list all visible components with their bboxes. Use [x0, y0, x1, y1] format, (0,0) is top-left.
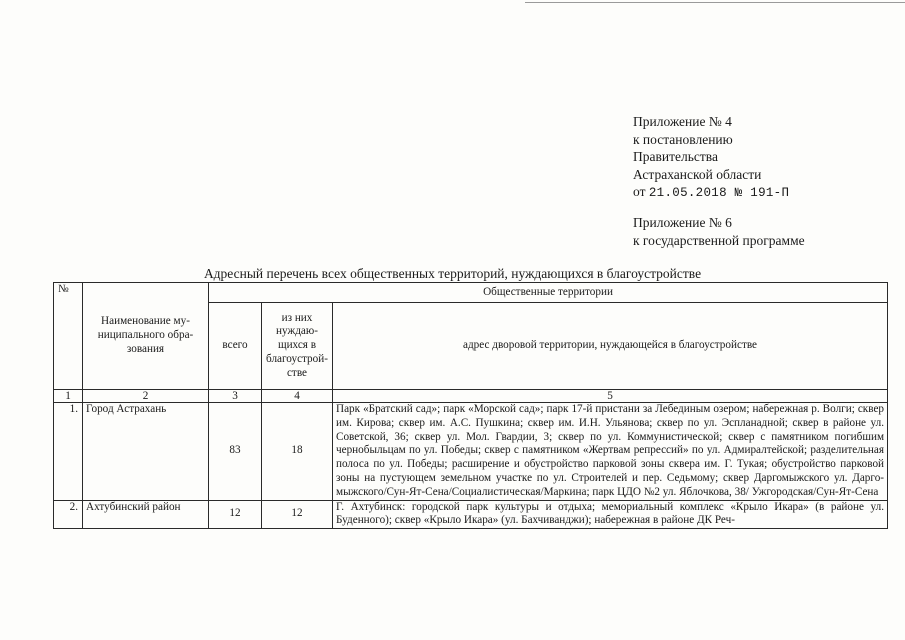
- row-municipality: Город Астрахань: [83, 403, 209, 501]
- row-number: 1.: [54, 403, 83, 501]
- header-public-territories: Общественные территории: [209, 283, 888, 303]
- appendix-region-line: Астраханской области: [633, 166, 762, 182]
- program-appendix-line: к государственной программе: [633, 232, 805, 248]
- header-total: всего: [209, 303, 262, 390]
- column-number: 3: [209, 390, 262, 403]
- column-number: 4: [262, 390, 333, 403]
- row-total: 83: [209, 403, 262, 501]
- appendix-to-program: [633, 214, 805, 249]
- appendix-date-line: [633, 183, 789, 203]
- column-numbers-row: [54, 390, 888, 403]
- territories-table: [53, 282, 888, 529]
- table-row: [54, 500, 888, 529]
- top-edge-line: [525, 2, 905, 3]
- row-number: 2.: [54, 500, 83, 529]
- appendix-to-resolution: [633, 113, 789, 203]
- header-municipality: Наименование муниципального образования: [83, 283, 209, 390]
- document-title: Адресный перечень всех общественных территорий, нуждающихся в благоустройстве: [203, 266, 702, 281]
- date-prefix: от: [633, 184, 646, 199]
- column-number: 5: [333, 390, 888, 403]
- header-needing: из них нуждающихся в благоустройстве: [262, 303, 333, 390]
- header-row-top: [54, 283, 888, 303]
- row-address: Г. Ахтубинск: городской парк культуры и отдыха; мемориальный комплекс «Крыло Икара» (в районе ул. Буденного); сквер «Крыло Икара» (ул. Бахчиванджи); набережная в районе ДК Реч-: [333, 500, 888, 529]
- row-needing: 18: [262, 403, 333, 501]
- row-address: Парк «Братский сад»; парк «Морской сад»; парк 17-й пристани за Лебединым озером; набережная р. Волги; сквер им. Кирова; сквер им. А.С. Пушкина; сквер им. И.Н. Ульянова; сквер по ул. Эспланадной; сквер в районе ул. Советской, 36; сквер ул. Мол. Гвардии, 3; сквер по ул. Коммунистической; сквер с памятником погибшим чернобыльцам по ул. Победы; сквер с памятником «Жертвам репрессий» по ул. Адмиралтейской; разделительная полоса по ул. Победы; расширение и обустройство парковой зоны сквера им. Г. Тукая; обустройство парковой зоны на пустующем земельном участке по ул. Строителей и пер. Седьмому; сквер Даргомыжского ул. Даргомыжского/Сун-Ят-Сена/Социалистическая/Маркина; парк ЦДО №2 ул. Яблочкова, 38/ Ужгородская/Сун-Ят-Сена: [333, 403, 888, 501]
- table-row: [54, 403, 888, 501]
- appendix-number: Приложение № 4: [633, 114, 732, 129]
- header-num: №: [54, 283, 83, 390]
- program-appendix-number: Приложение № 6: [633, 215, 732, 230]
- appendix-government-line: Правительства: [633, 149, 718, 164]
- date-stamp: 21.05.2018 № 191-П: [648, 186, 790, 200]
- row-municipality: Ахтубинский район: [83, 500, 209, 529]
- column-number: 2: [83, 390, 209, 403]
- row-total: 12: [209, 500, 262, 529]
- column-number: 1: [54, 390, 83, 403]
- row-needing: 12: [262, 500, 333, 529]
- header-address: адрес дворовой территории, нуждающейся в благоустройстве: [333, 303, 888, 390]
- appendix-resolution-line: к постановлению: [633, 131, 733, 147]
